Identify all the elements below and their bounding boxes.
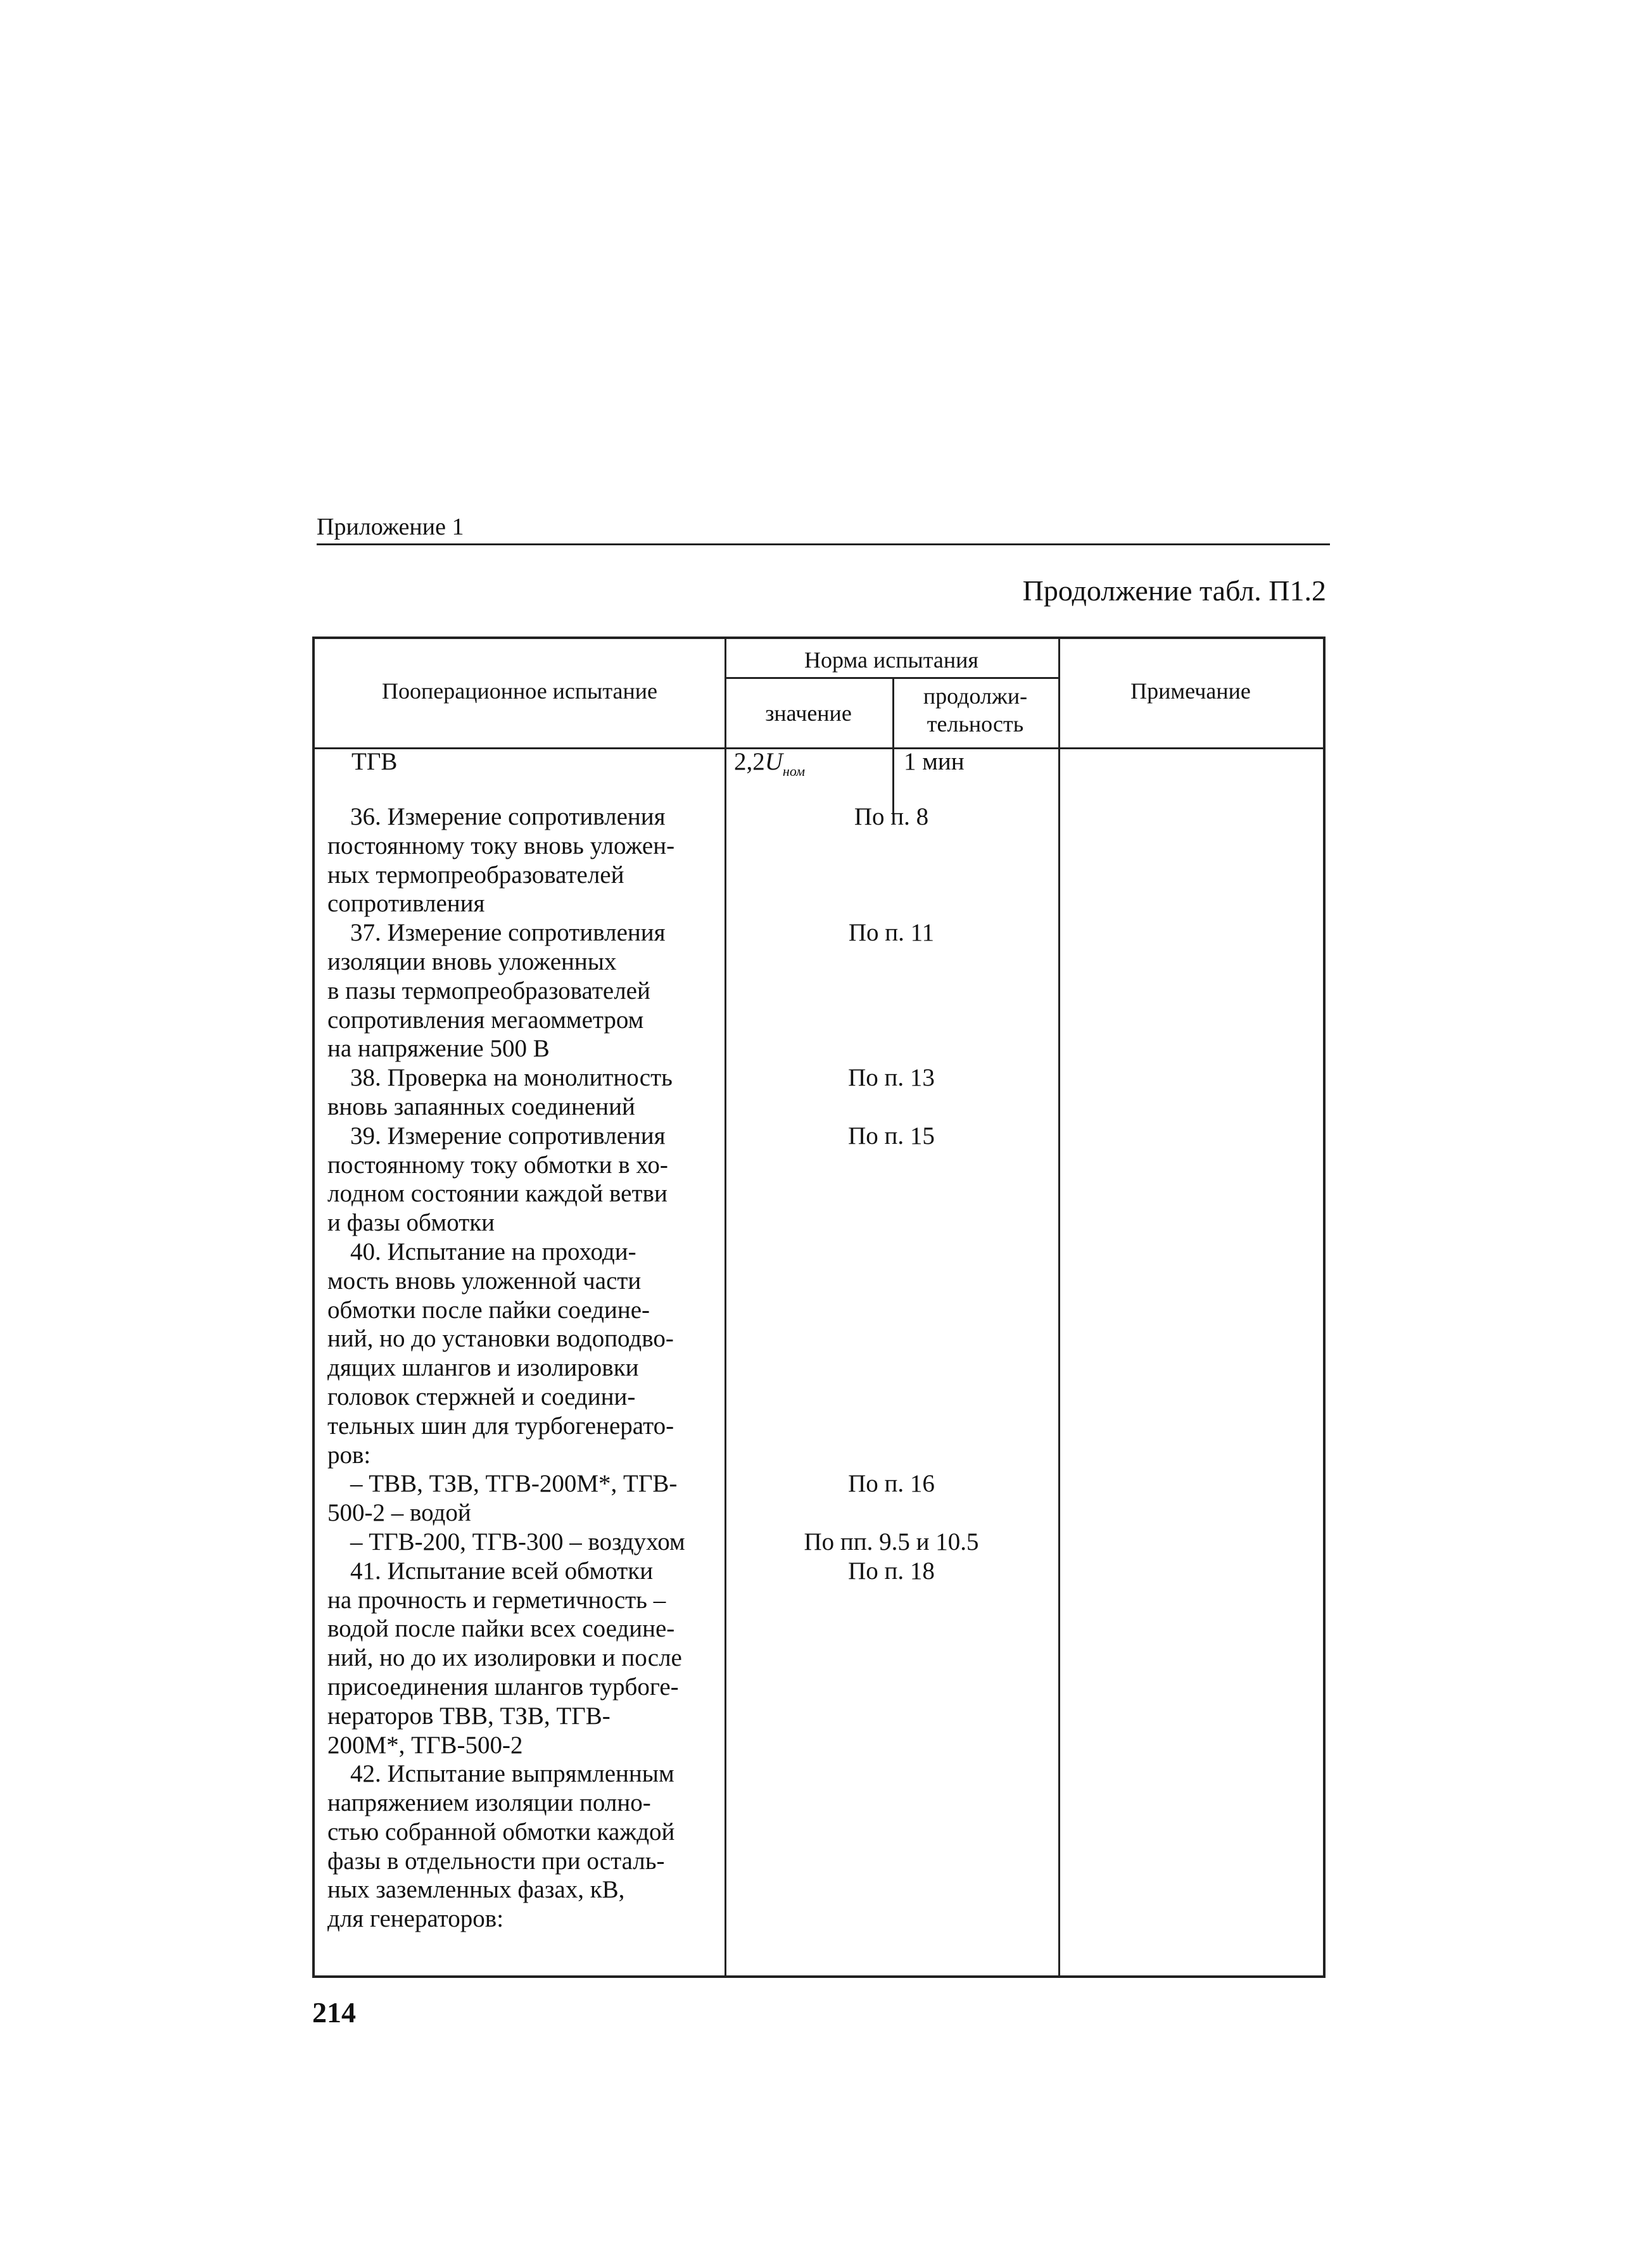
norm-line — [725, 1383, 1058, 1412]
header-test-column: Пооперационное испытание — [381, 678, 658, 704]
test-line: присоединения шлангов турбоге- — [327, 1673, 679, 1701]
test-line: ний, но до установки водоподво- — [327, 1325, 674, 1353]
first-row-value: $2,2U_{ном}$ — [734, 748, 806, 779]
norm-line — [725, 1441, 1058, 1470]
test-line: 500-2 – водой — [327, 1499, 471, 1527]
norm-line: По п. 18 — [848, 1557, 935, 1585]
test-line: постоянному току вновь уложен- — [327, 832, 675, 859]
norm-line — [725, 977, 1058, 1006]
test-line: сопротивления — [327, 890, 485, 918]
col-divider-3 — [1058, 639, 1060, 1975]
test-line: 42. Испытание выпрямленным — [350, 1760, 674, 1788]
norm-line — [725, 1498, 1058, 1528]
norm-line — [725, 1353, 1058, 1383]
norm-line — [725, 1151, 1058, 1180]
norm-line — [725, 1179, 1058, 1208]
test-line: сопротивления мегаомметром — [327, 1006, 644, 1034]
test-line: и фазы обмотки — [327, 1209, 495, 1237]
test-line: постоянному току обмотки в хо- — [327, 1151, 668, 1179]
header-value: значение — [765, 700, 852, 726]
header-bottom-line — [315, 747, 1323, 749]
test-line: в пазы термопреобразователей — [327, 977, 650, 1004]
test-line: 37. Измерение сопротивления — [350, 919, 666, 947]
test-line: нераторов ТВВ, ТЗВ, ТГВ- — [327, 1702, 611, 1730]
norm-line — [725, 1034, 1058, 1063]
norm-line: По п. 15 — [848, 1122, 935, 1150]
test-line: водой после пайки всех соедине- — [327, 1615, 675, 1643]
test-norms-table — [312, 637, 1326, 1978]
test-description-column — [327, 802, 725, 1934]
test-line: тельных шин для турбогенерато- — [327, 1412, 674, 1440]
norm-line — [725, 1412, 1058, 1441]
test-line: вновь запаянных соединений — [327, 1093, 635, 1120]
first-row-duration: 1 мин — [904, 748, 965, 775]
norm-line — [725, 947, 1058, 977]
header-duration — [892, 682, 1058, 738]
header-note: Примечание — [1130, 678, 1251, 704]
test-line: ных термопреобразователей — [327, 861, 624, 889]
norm-line: По пп. 9.5 и 10.5 — [804, 1528, 979, 1555]
test-line: ных заземленных фазах, кВ, — [327, 1876, 625, 1904]
test-line: на напряжение 500 В — [327, 1035, 550, 1063]
norm-line: По п. 13 — [848, 1064, 935, 1092]
test-line: изоляции вновь уложенных — [327, 947, 617, 975]
test-line: 200М*, ТГВ-500-2 — [327, 1731, 523, 1759]
test-line: ров: — [327, 1441, 371, 1469]
test-line: 41. Испытание всей обмотки — [350, 1557, 654, 1585]
norm-line — [725, 1208, 1058, 1238]
header-duration-line-1: продолжи- — [923, 683, 1028, 709]
page-number: 214 — [312, 1996, 356, 2029]
norm-line — [725, 1093, 1058, 1122]
norm-reference-column — [725, 802, 1058, 1586]
norm-line — [725, 1006, 1058, 1035]
norm-line — [725, 861, 1058, 890]
first-row-name: ТГВ — [351, 748, 398, 775]
running-head: Приложение 1 — [317, 512, 1330, 545]
test-line: стью собранной обмотки каждой — [327, 1818, 675, 1846]
test-line: 39. Измерение сопротивления — [350, 1122, 666, 1150]
test-line: лодном состоянии каждой ветви — [327, 1180, 668, 1208]
norm-line: По п. 11 — [848, 919, 935, 947]
norm-line — [725, 1238, 1058, 1267]
norm-line — [725, 1324, 1058, 1353]
header-norma: Норма испытания — [804, 647, 978, 673]
test-line: фазы в отдельности при осталь- — [327, 1847, 665, 1875]
test-line: – ТВВ, ТЗВ, ТГВ-200М*, ТГВ- — [350, 1470, 678, 1498]
test-line: ний, но до их изолировки и после — [327, 1644, 682, 1672]
test-line: 36. Измерение сопротивления — [350, 803, 666, 830]
test-line: напряжением изоляции полно- — [327, 1789, 651, 1817]
test-line: головок стержней и соедини- — [327, 1383, 636, 1410]
norm-line — [725, 1267, 1058, 1296]
test-line: 40. Испытание на проходи- — [350, 1238, 636, 1265]
test-line: обмотки после пайки соедине- — [327, 1296, 650, 1324]
table-continuation-caption: Продолжение табл. П1.2 — [1022, 574, 1326, 607]
norm-line — [725, 832, 1058, 861]
test-line: – ТГВ-200, ТГВ-300 – воздухом — [350, 1528, 685, 1555]
norm-line — [725, 889, 1058, 918]
header-duration-line-2: тельность — [927, 711, 1024, 737]
test-line: мость вновь уложенной части — [327, 1267, 642, 1295]
norm-line: По п. 16 — [848, 1470, 935, 1498]
test-line: дящих шлангов и изолировки — [327, 1354, 639, 1382]
norma-underline — [725, 677, 1058, 679]
test-line: 38. Проверка на монолитность — [350, 1064, 673, 1092]
norm-line: По п. 8 — [854, 803, 929, 830]
test-line: для генераторов: — [327, 1905, 504, 1933]
norm-line — [725, 1296, 1058, 1325]
test-line: на прочность и герметичность – — [327, 1586, 666, 1614]
